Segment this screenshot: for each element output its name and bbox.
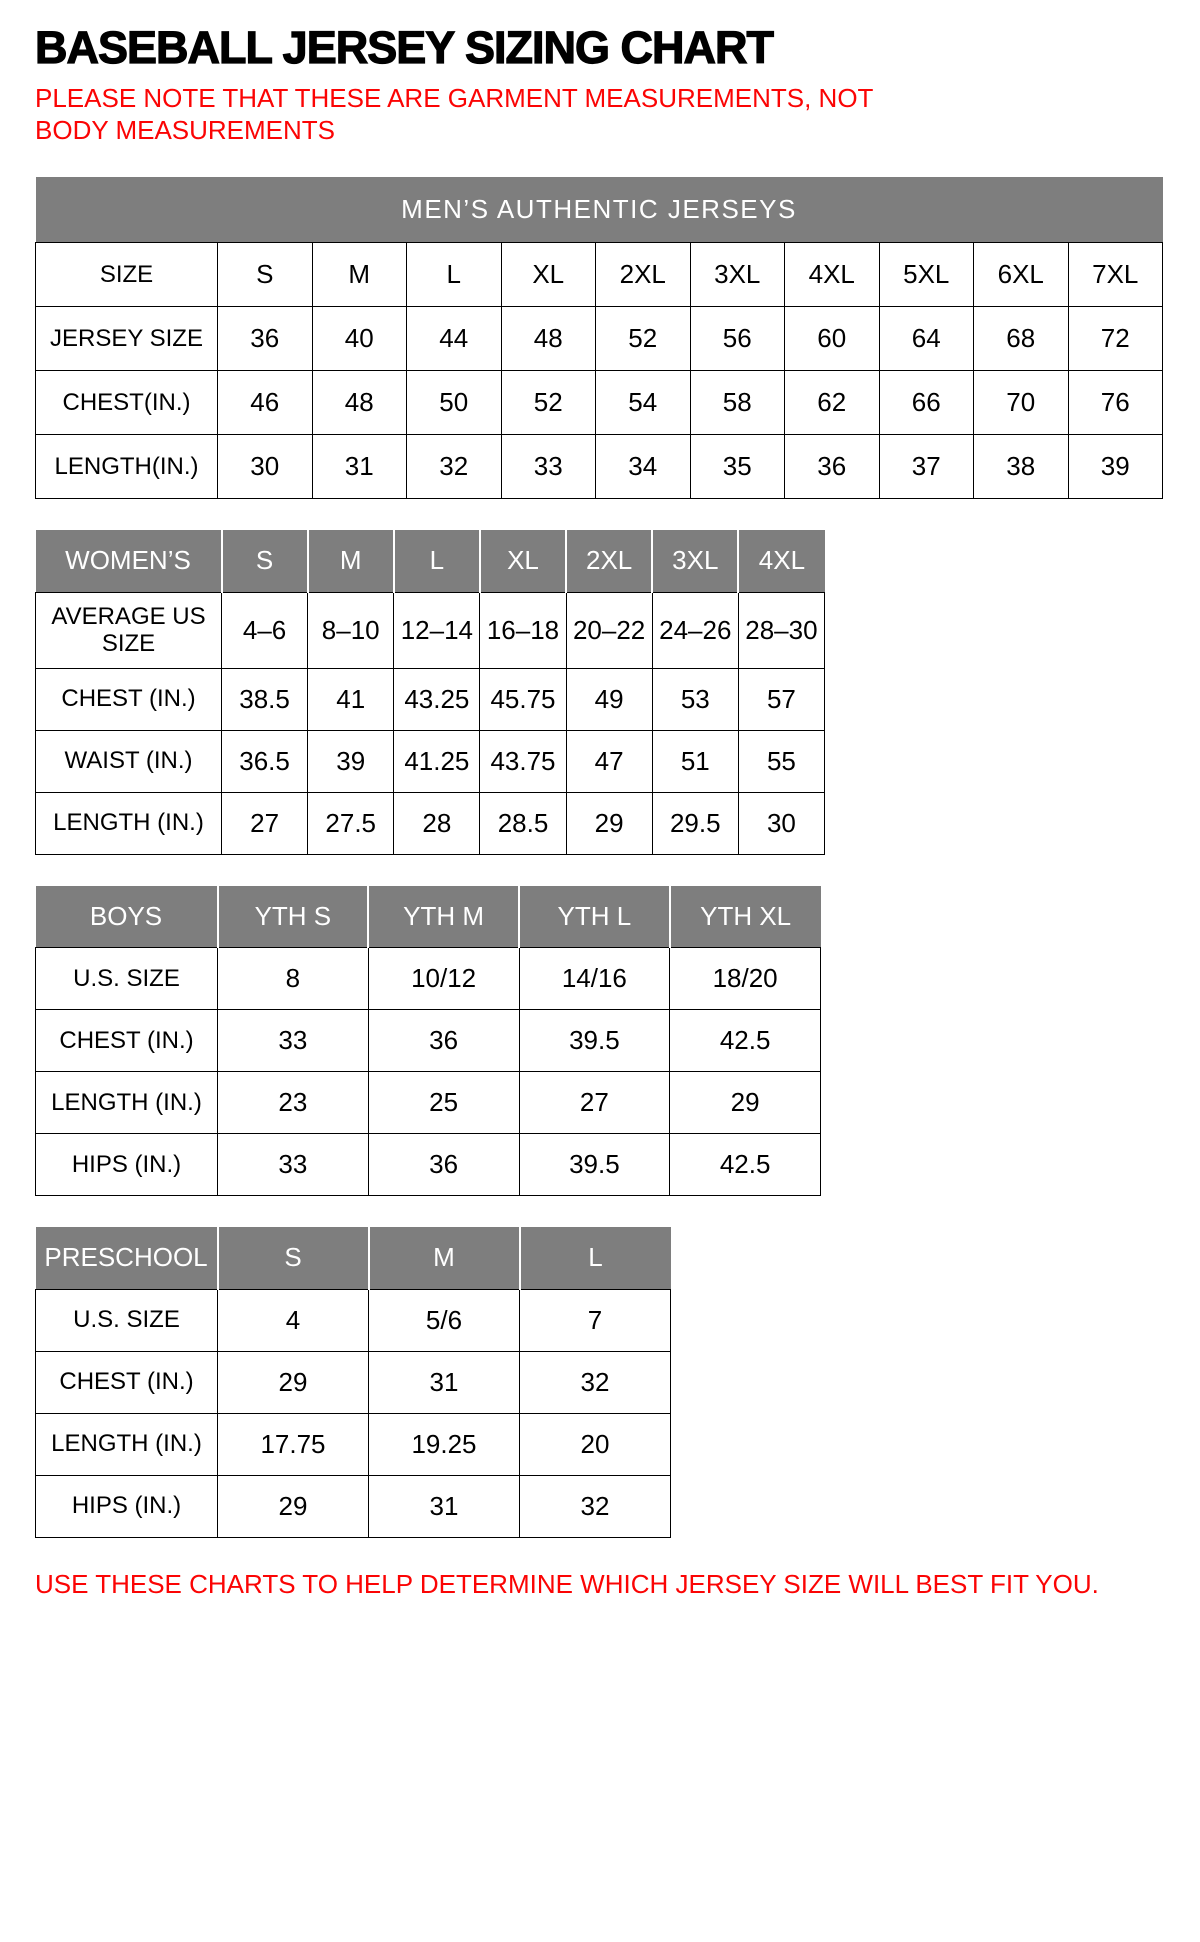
table-cell: 54: [596, 371, 691, 435]
table-row: [36, 792, 825, 854]
table-cell: 60: [785, 307, 880, 371]
mens-authentic-jerseys-table: [35, 177, 1163, 500]
table-cell: 8–10: [308, 592, 394, 668]
page-title: BASEBALL JERSEY SIZING CHART: [35, 22, 773, 73]
table-cell: 44: [407, 307, 502, 371]
table-cell: 29: [566, 792, 652, 854]
table-cell: 52: [596, 307, 691, 371]
table-cell: 28.5: [480, 792, 566, 854]
table-cell: 42.5: [670, 1010, 821, 1072]
table-cell: 20–22: [566, 592, 652, 668]
column-header: S: [218, 1227, 369, 1289]
table-cell: 50: [407, 371, 502, 435]
table-row: [36, 371, 1163, 435]
table-cell: 20: [520, 1413, 671, 1475]
table-cell: 57: [738, 668, 824, 730]
table-cell: 51: [652, 730, 738, 792]
table-row: [36, 592, 825, 668]
row-label: U.S. SIZE: [36, 1289, 218, 1351]
table-header-row: [36, 1227, 671, 1289]
table-cell: 39: [1068, 435, 1163, 499]
table-cell: 12–14: [394, 592, 480, 668]
table-cell: 76: [1068, 371, 1163, 435]
table-cell: 2XL: [596, 243, 691, 307]
womens-sizing-table: [35, 530, 825, 855]
table-cell: 39: [308, 730, 394, 792]
table-cell: 5/6: [369, 1289, 520, 1351]
table-row: [36, 1134, 821, 1196]
boys-sizing-table: [35, 886, 821, 1197]
table-cell: 17.75: [218, 1413, 369, 1475]
table-cell: 53: [652, 668, 738, 730]
table-cell: 37: [879, 435, 974, 499]
table-row: [36, 243, 1163, 307]
table-cell: 58: [690, 371, 785, 435]
column-header: YTH M: [368, 886, 519, 948]
table-cell: 49: [566, 668, 652, 730]
table-cell: 7: [520, 1289, 671, 1351]
table-cell: 32: [520, 1475, 671, 1537]
table-cell: 36.5: [222, 730, 308, 792]
table-row: [36, 668, 825, 730]
column-header: M: [369, 1227, 520, 1289]
table-cell: L: [407, 243, 502, 307]
table-cell: 30: [738, 792, 824, 854]
table-cell: 29: [670, 1072, 821, 1134]
row-label: CHEST (IN.): [36, 1010, 218, 1072]
table-cell: 47: [566, 730, 652, 792]
column-header: 2XL: [566, 530, 652, 592]
row-label: CHEST (IN.): [36, 668, 222, 730]
table-cell: 36: [218, 307, 313, 371]
table-cell: M: [312, 243, 407, 307]
table-cell: 18/20: [670, 948, 821, 1010]
table-row: [36, 1413, 671, 1475]
table-cell: 38: [974, 435, 1069, 499]
table-cell: 3XL: [690, 243, 785, 307]
row-label: LENGTH (IN.): [36, 1072, 218, 1134]
row-label: JERSEY SIZE: [36, 307, 218, 371]
row-label: WAIST (IN.): [36, 730, 222, 792]
table-cell: 68: [974, 307, 1069, 371]
mens-table-title: MEN’S AUTHENTIC JERSEYS: [36, 177, 1163, 243]
table-cell: 8: [218, 948, 369, 1010]
table-cell: 4: [218, 1289, 369, 1351]
column-header: XL: [480, 530, 566, 592]
table-cell: 33: [218, 1134, 369, 1196]
table-cell: 5XL: [879, 243, 974, 307]
table-cell: 43.75: [480, 730, 566, 792]
table-row: [36, 948, 821, 1010]
table-cell: XL: [501, 243, 596, 307]
column-header: S: [222, 530, 308, 592]
column-header: YTH S: [218, 886, 369, 948]
table-cell: 41.25: [394, 730, 480, 792]
table-cell: 23: [218, 1072, 369, 1134]
table-title: BOYS: [36, 886, 218, 948]
table-cell: 27: [519, 1072, 670, 1134]
table-header-row: [36, 886, 821, 948]
table-cell: 45.75: [480, 668, 566, 730]
column-header: L: [394, 530, 480, 592]
table-cell: 41: [308, 668, 394, 730]
table-cell: 16–18: [480, 592, 566, 668]
preschool-sizing-table: [35, 1227, 671, 1538]
table-header-row: [36, 530, 825, 592]
row-label: LENGTH(IN.): [36, 435, 218, 499]
row-label: LENGTH (IN.): [36, 792, 222, 854]
table-cell: 40: [312, 307, 407, 371]
table-cell: 46: [218, 371, 313, 435]
table-cell: 62: [785, 371, 880, 435]
column-header: YTH L: [519, 886, 670, 948]
table-cell: 36: [785, 435, 880, 499]
table-cell: 7XL: [1068, 243, 1163, 307]
table-cell: 48: [312, 371, 407, 435]
table-cell: 31: [369, 1351, 520, 1413]
column-header: 3XL: [652, 530, 738, 592]
table-cell: 64: [879, 307, 974, 371]
table-cell: 66: [879, 371, 974, 435]
table-title: PRESCHOOL: [36, 1227, 218, 1289]
table-cell: 39.5: [519, 1134, 670, 1196]
table-cell: 43.25: [394, 668, 480, 730]
table-cell: 29: [218, 1351, 369, 1413]
table-cell: 33: [218, 1010, 369, 1072]
table-cell: 31: [312, 435, 407, 499]
table-cell: 4–6: [222, 592, 308, 668]
table-row: [36, 435, 1163, 499]
table-title: WOMEN’S: [36, 530, 222, 592]
column-header: YTH XL: [670, 886, 821, 948]
row-label: SIZE: [36, 243, 218, 307]
row-label: U.S. SIZE: [36, 948, 218, 1010]
table-cell: 14/16: [519, 948, 670, 1010]
column-header: L: [520, 1227, 671, 1289]
garment-measurements-note: PLEASE NOTE THAT THESE ARE GARMENT MEASUREMENTS, NOT BODY MEASUREMENTS: [35, 83, 873, 145]
fit-advice-note: USE THESE CHARTS TO HELP DETERMINE WHICH JERSEY SIZE WILL BEST FIT YOU.: [35, 1568, 1099, 1599]
table-row: [36, 1010, 821, 1072]
table-cell: 42.5: [670, 1134, 821, 1196]
table-cell: 27: [222, 792, 308, 854]
table-cell: 24–26: [652, 592, 738, 668]
table-cell: 29: [218, 1475, 369, 1537]
table-cell: 39.5: [519, 1010, 670, 1072]
table-row: [36, 307, 1163, 371]
table-cell: 38.5: [222, 668, 308, 730]
table-cell: 35: [690, 435, 785, 499]
table-cell: 31: [369, 1475, 520, 1537]
row-label: CHEST (IN.): [36, 1351, 218, 1413]
table-cell: 25: [368, 1072, 519, 1134]
table-cell: 72: [1068, 307, 1163, 371]
table-cell: 48: [501, 307, 596, 371]
row-label: AVERAGE US SIZE: [36, 592, 222, 668]
table-cell: 32: [520, 1351, 671, 1413]
table-row: [36, 1475, 671, 1537]
table-cell: 27.5: [308, 792, 394, 854]
row-label: CHEST(IN.): [36, 371, 218, 435]
column-header: 4XL: [738, 530, 824, 592]
table-cell: 4XL: [785, 243, 880, 307]
table-row: [36, 1289, 671, 1351]
row-label: HIPS (IN.): [36, 1475, 218, 1537]
table-cell: 36: [368, 1134, 519, 1196]
table-cell: 6XL: [974, 243, 1069, 307]
row-label: HIPS (IN.): [36, 1134, 218, 1196]
table-cell: 52: [501, 371, 596, 435]
table-cell: 28–30: [738, 592, 824, 668]
table-cell: 34: [596, 435, 691, 499]
table-cell: 32: [407, 435, 502, 499]
table-row: [36, 1072, 821, 1134]
row-label: LENGTH (IN.): [36, 1413, 218, 1475]
table-cell: 55: [738, 730, 824, 792]
table-cell: 56: [690, 307, 785, 371]
table-cell: 36: [368, 1010, 519, 1072]
table-cell: S: [218, 243, 313, 307]
table-cell: 19.25: [369, 1413, 520, 1475]
table-cell: 28: [394, 792, 480, 854]
table-cell: 33: [501, 435, 596, 499]
table-cell: 10/12: [368, 948, 519, 1010]
table-cell: 29.5: [652, 792, 738, 854]
table-row: [36, 1351, 671, 1413]
table-row: [36, 730, 825, 792]
table-cell: 30: [218, 435, 313, 499]
column-header: M: [308, 530, 394, 592]
table-cell: 70: [974, 371, 1069, 435]
